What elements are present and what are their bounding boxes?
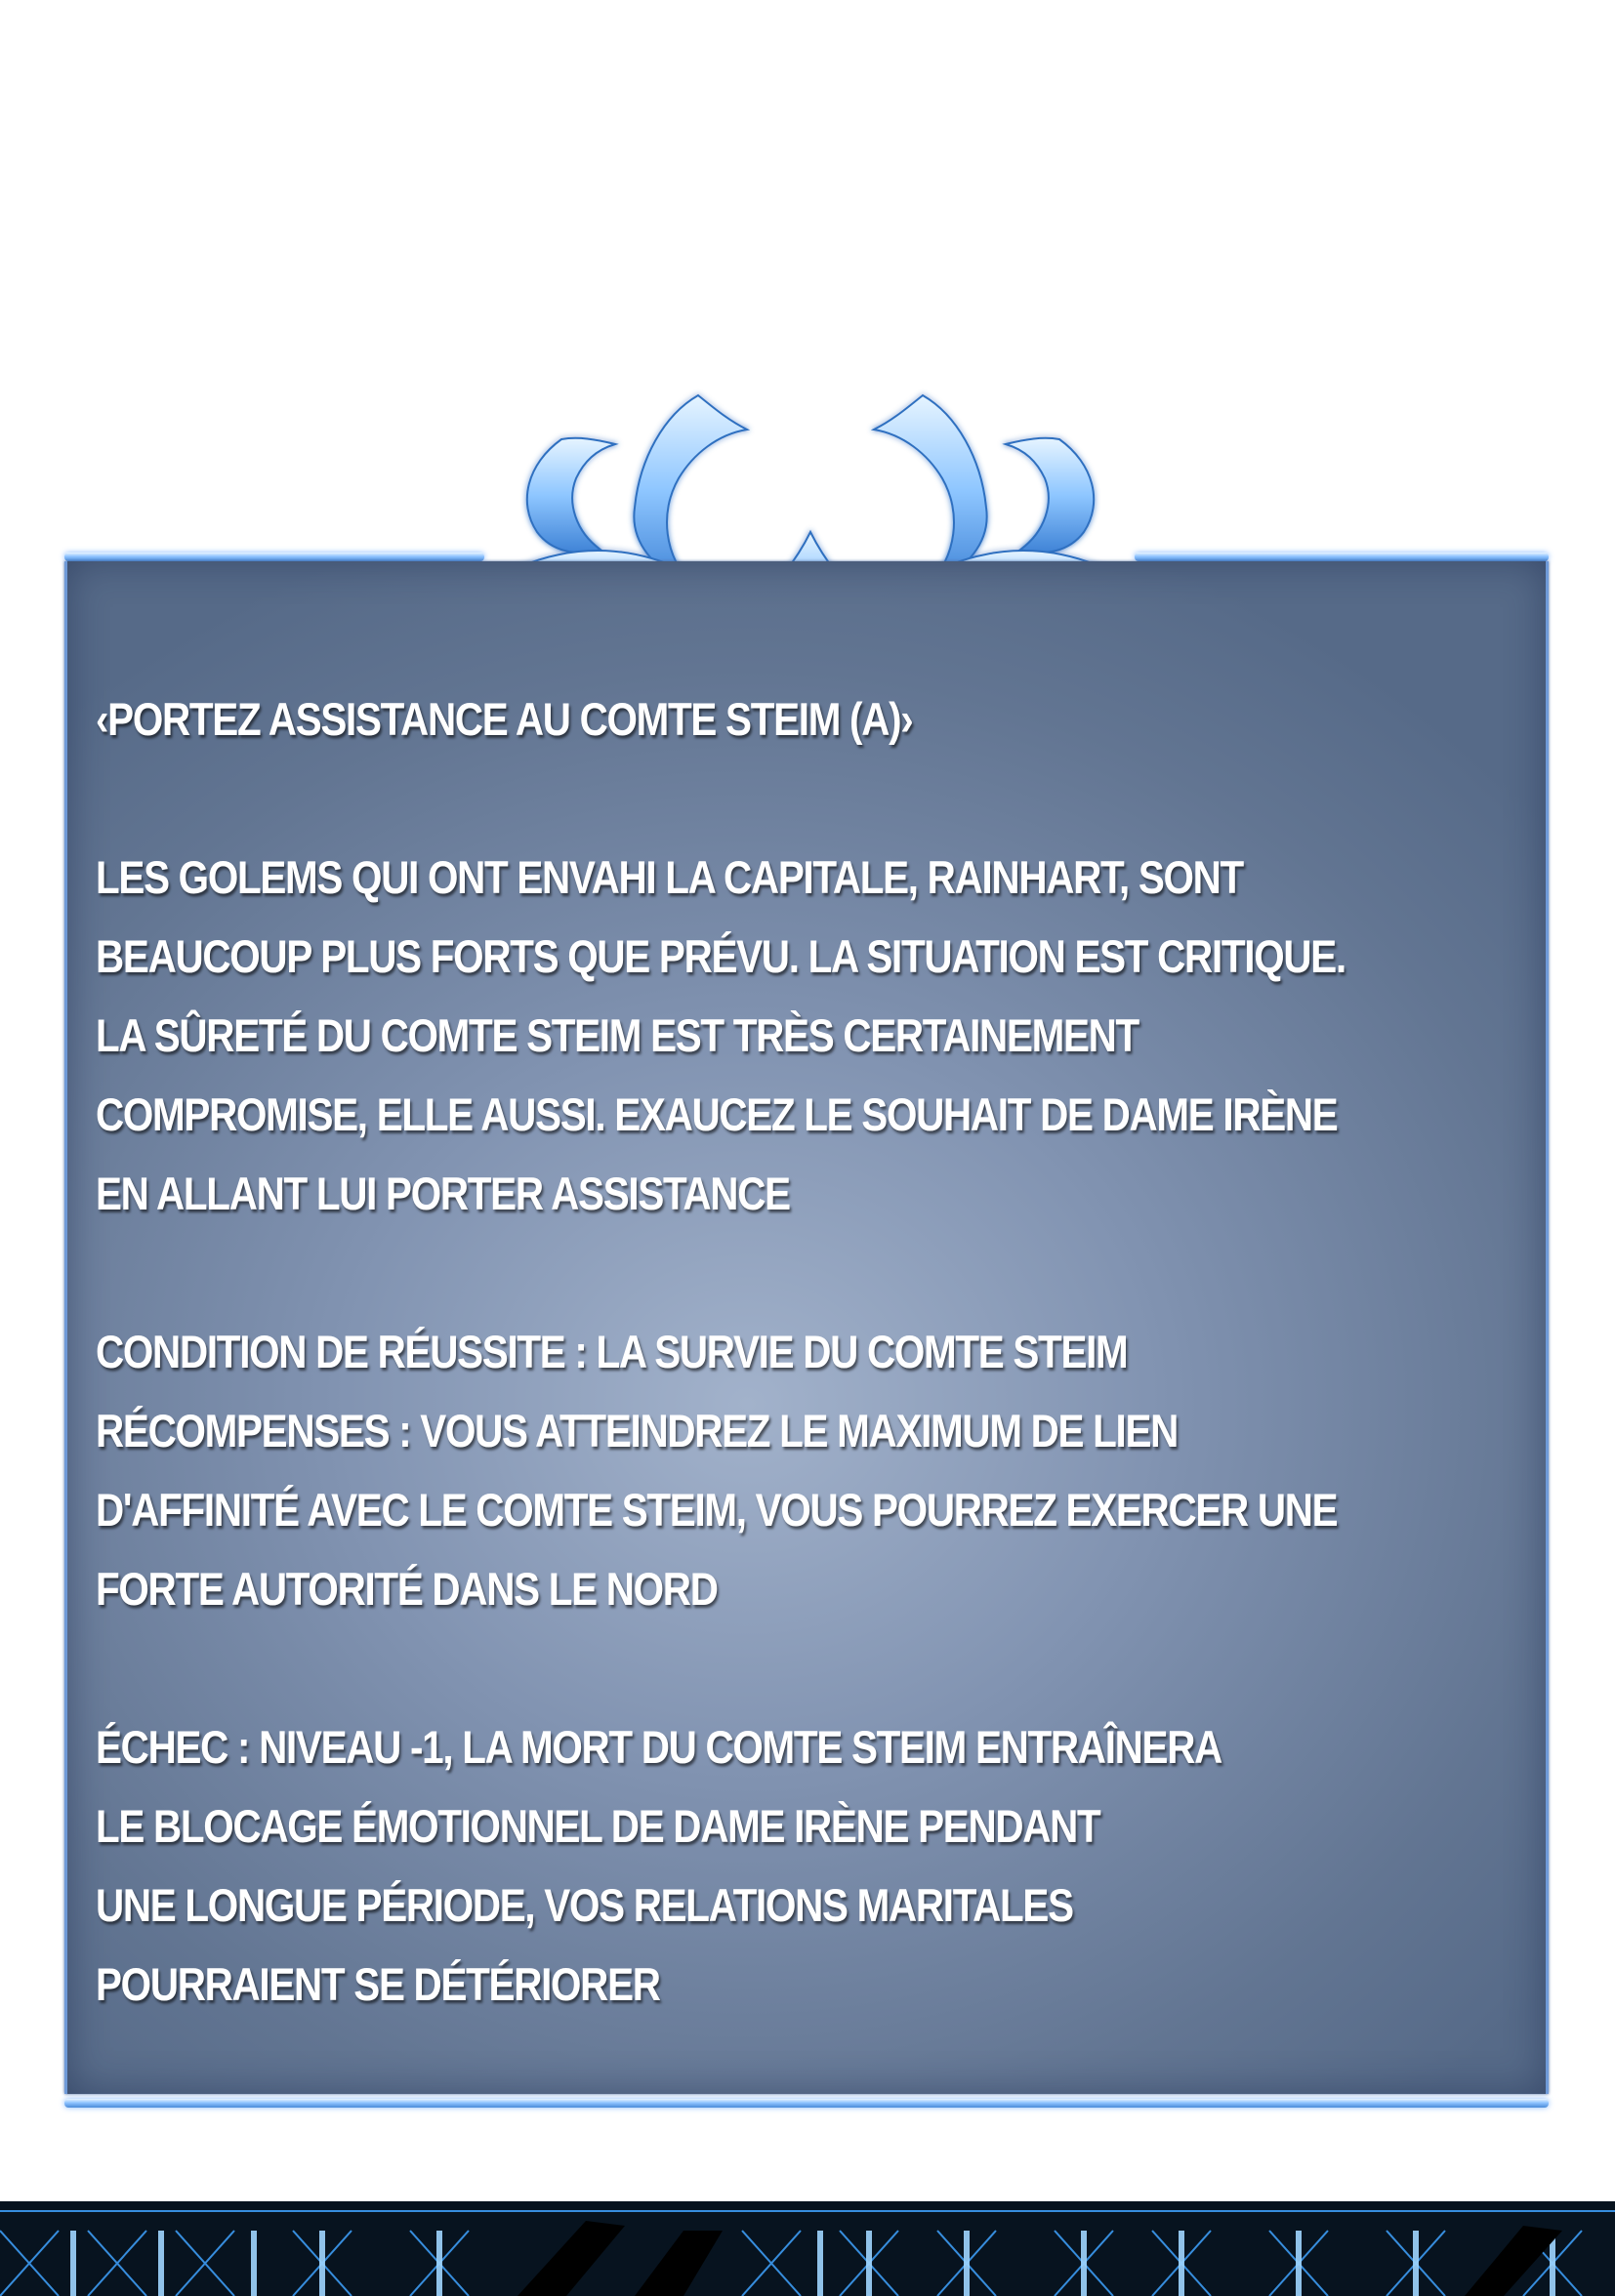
frame-bottom-rail bbox=[64, 2099, 1549, 2108]
quest-condition-line: CONDITION DE RÉUSSITE : LA SURVIE DU COMTE STEIM bbox=[96, 1326, 1128, 1377]
quest-description-line: BEAUCOUP PLUS FORTS QUE PRÉVU. LA SITUATION EST CRITIQUE. bbox=[96, 930, 1346, 982]
quest-failure-line: POURRAIENT SE DÉTÉRIORER bbox=[96, 1958, 660, 2010]
quest-reward-line: D'AFFINITÉ AVEC LE COMTE STEIM, VOUS POURREZ EXERCER UNE bbox=[96, 1484, 1338, 1536]
quest-description-line: LES GOLEMS QUI ONT ENVAHI LA CAPITALE, RAINHART, SONT bbox=[96, 851, 1243, 903]
quest-reward-line: RÉCOMPENSES : VOUS ATTEINDREZ LE MAXIMUM DE LIEN bbox=[96, 1405, 1179, 1456]
quest-failure-line: ÉCHEC : NIVEAU -1, LA MORT DU COMTE STEIM ENTRAÎNERA bbox=[96, 1721, 1222, 1773]
tech-pattern-strip bbox=[0, 2201, 1615, 2296]
quest-reward-line: FORTE AUTORITÉ DANS LE NORD bbox=[96, 1563, 718, 1615]
quest-failure-line: LE BLOCAGE ÉMOTIONNEL DE DAME IRÈNE PENDANT bbox=[96, 1800, 1100, 1852]
quest-description-line: LA SÛRETÉ DU COMTE STEIM EST TRÈS CERTAINEMENT bbox=[96, 1009, 1139, 1061]
frame-top-rail-right bbox=[1135, 553, 1549, 561]
quest-description-line: EN ALLANT LUI PORTER ASSISTANCE bbox=[96, 1168, 790, 1219]
frame-top-rail-left bbox=[64, 553, 484, 561]
quest-description-line: COMPROMISE, ELLE AUSSI. EXAUCEZ LE SOUHAIT DE DAME IRÈNE bbox=[96, 1088, 1338, 1140]
quest-title: ‹PORTEZ ASSISTANCE AU COMTE STEIM (A)› bbox=[96, 693, 913, 745]
quest-text bbox=[96, 679, 1346, 2024]
quest-failure-line: UNE LONGUE PÉRIODE, VOS RELATIONS MARITALES bbox=[96, 1879, 1073, 1931]
